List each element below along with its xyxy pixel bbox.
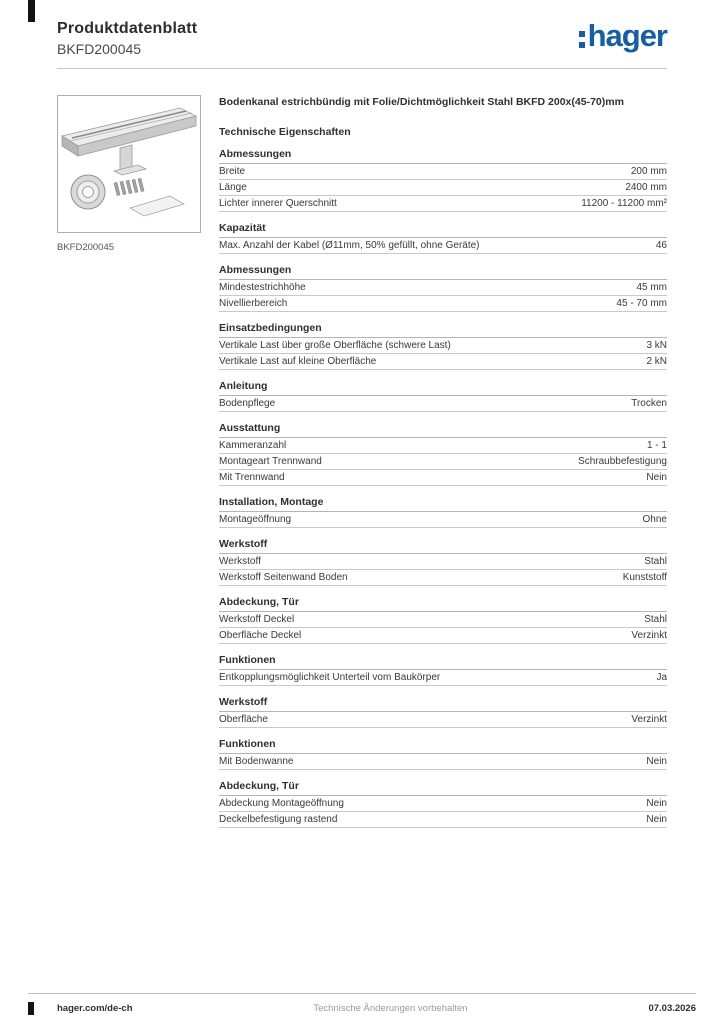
spec-value: Nein [646, 798, 667, 810]
spec-row [219, 570, 667, 586]
spec-label: Vertikale Last auf kleine Oberfläche [219, 356, 377, 368]
footer-date: 07.03.2026 [648, 1003, 696, 1014]
spec-value: Ohne [642, 514, 667, 526]
spec-label: Mindestestrichhöhe [219, 282, 306, 294]
spec-row [219, 712, 667, 728]
spec-value: Verzinkt [631, 714, 667, 726]
spec-value: 3 kN [646, 340, 667, 352]
product-id: BKFD200045 [57, 41, 142, 57]
section-heading: Kapazität [219, 222, 667, 238]
section-heading: Funktionen [219, 654, 667, 670]
spec-value: Nein [646, 472, 667, 484]
product-name: Bodenkanal estrichbündig mit Folie/Dichtmöglichkeit Stahl BKFD 200x(45-70)mm [219, 96, 624, 108]
section-heading: Werkstoff [219, 696, 667, 712]
section-heading: Werkstoff [219, 538, 667, 554]
spec-value: Trocken [631, 398, 667, 410]
spec-sections [219, 148, 667, 828]
spec-value: 2400 mm [625, 182, 667, 194]
spec-value: Nein [646, 756, 667, 768]
spec-label: Werkstoff Seitenwand Boden [219, 572, 348, 584]
section-heading: Abdeckung, Tür [219, 780, 667, 796]
spec-row [219, 754, 667, 770]
tech-properties-title: Technische Eigenschaften [219, 126, 351, 139]
spec-value: Verzinkt [631, 630, 667, 642]
spec-row [219, 296, 667, 312]
spec-row [219, 164, 667, 180]
spec-value: Ja [656, 672, 667, 684]
footer [28, 1002, 696, 1015]
spec-label: Nivellierbereich [219, 298, 288, 310]
header-divider [57, 68, 667, 69]
spec-row [219, 454, 667, 470]
section-heading: Ausstattung [219, 422, 667, 438]
spec-row [219, 612, 667, 628]
spec-label: Oberfläche [219, 714, 268, 726]
page-title: Produktdatenblatt [57, 20, 198, 37]
footer-divider [28, 993, 696, 994]
spec-label: Breite [219, 166, 246, 178]
section-heading: Installation, Montage [219, 496, 667, 512]
section-heading: Abmessungen [219, 264, 667, 280]
spec-value: 45 - 70 mm [616, 298, 667, 310]
spec-value: 45 mm [636, 282, 667, 294]
spec-label: Kammeranzahl [219, 440, 287, 452]
product-image-caption: BKFD200045 [57, 242, 115, 253]
spec-row [219, 470, 667, 486]
section-heading: Einsatzbedingungen [219, 322, 667, 338]
product-image [57, 95, 201, 233]
spec-value: Stahl [644, 614, 667, 626]
spec-label: Montageöffnung [219, 514, 292, 526]
spec-row [219, 238, 667, 254]
spec-label: Montageart Trennwand [219, 456, 322, 468]
section-heading: Abmessungen [219, 148, 667, 164]
spec-label: Vertikale Last über große Oberfläche (schwere Last) [219, 340, 451, 352]
spec-row [219, 354, 667, 370]
spec-row [219, 812, 667, 828]
spec-value: Kunststoff [622, 572, 667, 584]
spec-value: 1 - 1 [646, 440, 667, 452]
logo-colon-icon [579, 23, 585, 48]
spec-value: 200 mm [630, 166, 667, 178]
floor-duct-drawing [58, 96, 200, 232]
footer-left [28, 1002, 133, 1015]
spec-label: Entkopplungsmöglichkeit Unterteil vom Baukörper [219, 672, 441, 684]
spec-value: Schraubbefestigung [578, 456, 667, 468]
spec-row [219, 180, 667, 196]
spec-row [219, 396, 667, 412]
spec-label: Abdeckung Montageöffnung [219, 798, 344, 810]
spec-row [219, 670, 667, 686]
spec-row [219, 554, 667, 570]
header [57, 20, 667, 68]
spec-label: Länge [219, 182, 247, 194]
spec-label: Deckelbefestigung rastend [219, 814, 338, 826]
spec-label: Oberfläche Deckel [219, 630, 302, 642]
spec-row [219, 280, 667, 296]
section-heading: Abdeckung, Tür [219, 596, 667, 612]
spec-label: Werkstoff [219, 556, 261, 568]
spec-row [219, 196, 667, 212]
spec-row [219, 796, 667, 812]
spec-label: Bodenpflege [219, 398, 276, 410]
product-image-column [57, 95, 203, 828]
spec-label: Lichter innerer Querschnitt [219, 198, 337, 210]
spec-value: 46 [655, 240, 667, 252]
spec-column [219, 95, 667, 828]
spec-label: Mit Trennwand [219, 472, 285, 484]
spec-value: 2 kN [646, 356, 667, 368]
spec-row [219, 512, 667, 528]
spec-value: Stahl [644, 556, 667, 568]
main-content [57, 95, 667, 828]
spec-label: Max. Anzahl der Kabel (Ø11mm, 50% gefüllt, ohne Geräte) [219, 240, 480, 252]
hager-logo [579, 20, 667, 51]
spec-label: Mit Bodenwanne [219, 756, 294, 768]
spec-row [219, 338, 667, 354]
section-heading: Anleitung [219, 380, 667, 396]
footer-corner-mark [28, 1002, 34, 1015]
logo-wordmark: hager [587, 18, 667, 53]
spec-row [219, 438, 667, 454]
spec-value: 11200 - 11200 mm² [581, 198, 667, 210]
spec-label: Werkstoff Deckel [219, 614, 295, 626]
section-heading: Funktionen [219, 738, 667, 754]
footer-website-link[interactable]: hager.com/de-ch [57, 1003, 133, 1014]
spec-row [219, 628, 667, 644]
footer-notice: Technische Änderungen vorbehalten [313, 1003, 468, 1014]
spec-value: Nein [646, 814, 667, 826]
page-corner-mark [28, 0, 35, 22]
